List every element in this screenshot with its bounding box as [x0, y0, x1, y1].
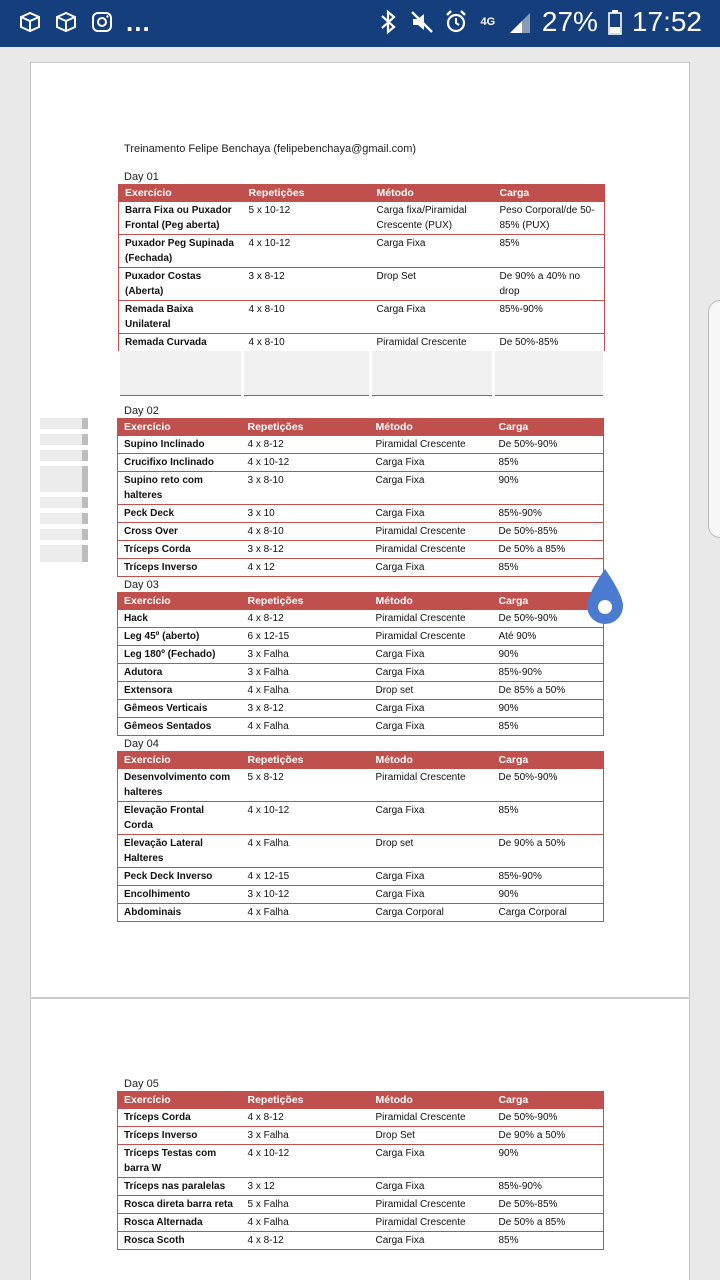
method-cell: Carga Fixa [375, 889, 425, 900]
reps-cell: 4 x 10-12 [247, 457, 290, 468]
day-label: Day 05 [124, 1078, 159, 1090]
reps-cell: 4 x Falha [247, 685, 289, 696]
table-header-row [118, 752, 604, 769]
exercise-cell: Peck Deck [124, 508, 175, 519]
mute-icon [410, 9, 434, 35]
method-cell: Piramidal Crescente [375, 1112, 466, 1123]
edge-panel-handle[interactable] [708, 300, 720, 538]
exercise-cell: Abdominais [124, 907, 182, 918]
reps-cell: 3 x Falha [247, 1130, 289, 1141]
day-label: Day 01 [124, 171, 159, 183]
day-04-block [117, 737, 603, 922]
load-cell: De 90% a 50% [498, 838, 566, 849]
load-cell: De 50%-90% [498, 1112, 558, 1123]
load-cell: 85% [498, 457, 519, 468]
method-cell: Drop set [375, 838, 414, 849]
table-row [118, 835, 604, 868]
reps-cell: 4 x 12 [247, 562, 275, 573]
load-cell: Carga Corporal [498, 907, 567, 918]
column-header: Exercício [118, 752, 242, 769]
network-type: 4G [480, 15, 496, 28]
load-cell: 85% [498, 721, 519, 732]
exercise-cell: Leg 45º (aberto) [124, 631, 200, 642]
exercise-cell: Tríceps nas paralelas [124, 1181, 226, 1192]
reps-cell: 5 x Falha [247, 1199, 289, 1210]
method-cell: Piramidal Crescente [375, 772, 466, 783]
method-cell: Carga Fixa [376, 304, 426, 315]
battery-percent: 27% [541, 6, 598, 37]
reps-cell: 3 x 8-12 [247, 703, 284, 714]
table-row [119, 268, 605, 301]
table-row [118, 886, 604, 904]
exercise-cell: Puxador Costas (Aberta) [125, 271, 202, 297]
column-header: Repetições [242, 593, 370, 610]
box-icon [18, 10, 42, 34]
exercise-cell: Remada Baixa Unilateral [125, 304, 194, 330]
system-icons [376, 6, 702, 38]
reps-cell: 3 x Falha [247, 649, 289, 660]
reps-cell: 4 x 8-12 [247, 613, 284, 624]
load-cell: 90% [498, 889, 519, 900]
exercise-cell: Hack [124, 613, 148, 624]
reps-cell: 3 x 8-12 [247, 544, 284, 555]
day-03-block [117, 578, 603, 736]
method-cell: Piramidal Crescente [375, 544, 466, 555]
table-row [118, 700, 604, 718]
exercise-cell: Gêmeos Sentados [124, 721, 212, 732]
table-row [118, 1145, 604, 1178]
table-row [118, 472, 604, 505]
reps-cell: 4 x Falha [247, 838, 289, 849]
load-cell: De 85% a 50% [498, 685, 566, 696]
load-cell: De 50%-85% [498, 526, 558, 537]
load-cell: 90% [498, 649, 519, 660]
reps-cell: 3 x Falha [247, 667, 289, 678]
table-header-row [118, 593, 604, 610]
table-row [118, 610, 604, 628]
method-cell: Drop Set [375, 1130, 415, 1141]
bluetooth-icon [376, 9, 400, 35]
reps-cell: 3 x 8-10 [247, 475, 284, 486]
battery-icon [608, 9, 622, 35]
workout-table [117, 1091, 604, 1250]
selection-handle-icon[interactable] [586, 568, 624, 626]
exercise-cell: Tríceps Testas com barra W [124, 1148, 217, 1174]
method-cell: Carga Fixa [375, 562, 425, 573]
load-cell: De 50%-90% [498, 772, 558, 783]
reps-cell: 4 x 8-12 [247, 1112, 284, 1123]
workout-table [117, 592, 604, 736]
blank-row [119, 351, 605, 395]
method-cell: Piramidal Crescente [375, 1217, 466, 1228]
reps-cell: 4 x 8-10 [247, 526, 284, 537]
table-row [118, 646, 604, 664]
load-cell: 85% [498, 562, 519, 573]
document-title: Treinamento Felipe Benchaya (felipebenchaya@gmail.com) [124, 143, 417, 155]
load-cell: De 50% a 85% [498, 1217, 566, 1228]
reps-cell: 3 x 10-12 [247, 889, 290, 900]
exercise-cell: Tríceps Corda [124, 1112, 191, 1123]
column-header: Carga [493, 752, 604, 769]
document-page-2 [30, 998, 690, 1280]
method-cell: Carga Fixa [375, 475, 425, 486]
blank-cell [494, 351, 605, 395]
day-label: Day 02 [124, 405, 159, 417]
table-row [118, 1109, 604, 1127]
reps-cell: 3 x 12 [247, 1181, 275, 1192]
method-cell: Carga Fixa [375, 667, 425, 678]
document-page-1 [30, 62, 690, 998]
column-header: Método [370, 752, 493, 769]
exercise-cell: Supino reto com halteres [124, 475, 203, 501]
selection-ghost [40, 513, 88, 524]
method-cell: Piramidal Crescente [376, 337, 467, 348]
column-header: Carga [493, 419, 604, 436]
reps-cell: 3 x 8-12 [248, 271, 285, 282]
clock: 17:52 [631, 6, 702, 37]
method-cell: Piramidal Crescente [375, 631, 466, 642]
day-label: Day 03 [124, 579, 159, 591]
column-header: Exercício [118, 593, 242, 610]
method-cell: Carga Fixa [375, 721, 425, 732]
method-cell: Carga Fixa [375, 649, 425, 660]
reps-cell: 4 x Falha [247, 721, 289, 732]
signal-icon [508, 9, 532, 35]
exercise-cell: Tríceps Corda [124, 544, 191, 555]
table-row [118, 682, 604, 700]
exercise-cell: Extensora [124, 685, 173, 696]
column-header: Método [371, 185, 494, 202]
exercise-cell: Elevação Frontal Corda [124, 805, 205, 831]
alarm-icon [444, 9, 468, 35]
table-row [118, 436, 604, 454]
method-cell: Carga Fixa [375, 508, 425, 519]
exercise-cell: Rosca Alternada [124, 1217, 203, 1228]
selection-ghost [40, 418, 88, 429]
column-header: Repetições [242, 1092, 370, 1109]
load-cell: 85%-90% [498, 667, 542, 678]
method-cell: Carga Fixa [375, 805, 425, 816]
load-cell: 85%-90% [498, 871, 542, 882]
load-cell: 85%-90% [499, 304, 543, 315]
selection-ghost [40, 434, 88, 445]
table-row [118, 769, 604, 802]
column-header: Carga [493, 593, 604, 610]
reps-cell: 6 x 12-15 [247, 631, 290, 642]
workout-table [117, 751, 604, 922]
load-cell: De 90% a 50% [498, 1130, 566, 1141]
blank-cell [243, 351, 371, 395]
workout-table [117, 184, 606, 396]
exercise-cell: Elevação Lateral Halteres [124, 838, 203, 864]
day-02-block [117, 404, 603, 577]
method-cell: Carga Fixa [375, 871, 425, 882]
column-header: Exercício [119, 185, 243, 202]
method-cell: Carga fixa/Piramidal Crescente (PUX) [376, 205, 467, 231]
exercise-cell: Tríceps Inverso [124, 1130, 198, 1141]
exercise-cell: Rosca direta barra reta [124, 1199, 233, 1210]
reps-cell: 3 x 10 [247, 508, 275, 519]
reps-cell: 4 x 8-12 [247, 439, 284, 450]
method-cell: Piramidal Crescente [375, 1199, 466, 1210]
column-header: Método [370, 419, 493, 436]
table-row [118, 1196, 604, 1214]
load-cell: 90% [498, 703, 519, 714]
day-01-block [117, 170, 603, 396]
table-row [118, 1127, 604, 1145]
load-cell: De 50%-90% [498, 439, 558, 450]
instagram-icon [90, 10, 114, 34]
column-header: Carga [493, 1092, 604, 1109]
method-cell: Piramidal Crescente [375, 439, 466, 450]
table-row [119, 334, 605, 352]
selection-ghost [40, 466, 88, 492]
load-cell: Peso Corporal/de 50-85% (PUX) [499, 205, 595, 231]
table-row [118, 664, 604, 682]
exercise-cell: Remada Curvada [125, 337, 207, 348]
load-cell: 90% [498, 475, 519, 486]
column-header: Exercício [118, 1092, 242, 1109]
load-cell: De 90% a 40% no drop [499, 271, 581, 297]
load-cell: 85% [498, 1235, 519, 1246]
table-row [118, 505, 604, 523]
method-cell: Carga Fixa [375, 1148, 425, 1159]
exercise-cell: Desenvolvimento com halteres [124, 772, 231, 798]
status-bar [0, 0, 720, 47]
box-icon [54, 10, 78, 34]
method-cell: Carga Fixa [375, 457, 425, 468]
table-row [118, 1178, 604, 1196]
selection-ghost [40, 545, 88, 562]
exercise-cell: Barra Fixa ou Puxador Frontal (Peg aberta) [125, 205, 232, 231]
reps-cell: 4 x 8-10 [248, 337, 285, 348]
load-cell: De 50%-90% [498, 613, 558, 624]
selection-ghost [40, 450, 88, 461]
load-cell: 85% [498, 805, 519, 816]
table-header-row [118, 1092, 604, 1109]
load-cell: 90% [498, 1148, 519, 1159]
exercise-cell: Leg 180º (Fechado) [124, 649, 216, 660]
table-row [118, 802, 604, 835]
table-row [118, 541, 604, 559]
more-notifications: ... [126, 7, 151, 37]
load-cell: De 50% a 85% [498, 544, 566, 555]
load-cell: De 50%-85% [498, 1199, 558, 1210]
table-row [119, 301, 605, 334]
table-header-row [119, 185, 605, 202]
table-header-row [118, 419, 604, 436]
exercise-cell: Puxador Peg Supinada (Fechada) [125, 238, 234, 264]
table-row [118, 868, 604, 886]
table-row [118, 718, 604, 736]
exercise-cell: Crucifixo Inclinado [124, 457, 215, 468]
exercise-cell: Adutora [124, 667, 163, 678]
reps-cell: 5 x 10-12 [248, 205, 291, 216]
table-row [118, 454, 604, 472]
method-cell: Piramidal Crescente [375, 526, 466, 537]
exercise-cell: Tríceps Inverso [124, 562, 198, 573]
column-header: Repetições [243, 185, 371, 202]
day-label: Day 04 [124, 738, 159, 750]
exercise-cell: Peck Deck Inverso [124, 871, 213, 882]
column-header: Repetições [242, 419, 370, 436]
exercise-cell: Gêmeos Verticais [124, 703, 208, 714]
column-header: Carga [494, 185, 605, 202]
load-cell: De 50%-85% [499, 337, 559, 348]
workout-table [117, 418, 604, 577]
blank-cell [371, 351, 494, 395]
day-05-block [117, 1077, 603, 1250]
method-cell: Carga Fixa [375, 1181, 425, 1192]
method-cell: Carga Fixa [375, 1235, 425, 1246]
reps-cell: 4 x 8-10 [248, 304, 285, 315]
load-cell: 85%-90% [498, 1181, 542, 1192]
load-cell: 85%-90% [498, 508, 542, 519]
column-header: Método [370, 593, 493, 610]
table-row [119, 202, 605, 235]
selection-ghost [40, 497, 88, 508]
exercise-cell: Rosca Scoth [124, 1235, 185, 1246]
table-row [119, 235, 605, 268]
method-cell: Piramidal Crescente [375, 613, 466, 624]
exercise-cell: Cross Over [124, 526, 178, 537]
method-cell: Carga Fixa [375, 703, 425, 714]
method-cell: Carga Fixa [376, 238, 426, 249]
blank-cell [119, 351, 243, 395]
method-cell: Drop Set [376, 271, 416, 282]
column-header: Repetições [242, 752, 370, 769]
method-cell: Carga Corporal [375, 907, 444, 918]
column-header: Exercício [118, 419, 242, 436]
table-row [118, 1214, 604, 1232]
exercise-cell: Supino Inclinado [124, 439, 205, 450]
reps-cell: 4 x Falha [247, 907, 289, 918]
table-row [118, 628, 604, 646]
notification-icons [18, 7, 151, 37]
load-cell: 85% [499, 238, 520, 249]
reps-cell: 4 x 10-12 [248, 238, 291, 249]
reps-cell: 4 x Falha [247, 1217, 289, 1228]
table-row [118, 1232, 604, 1250]
reps-cell: 4 x 12-15 [247, 871, 290, 882]
reps-cell: 4 x 8-12 [247, 1235, 284, 1246]
exercise-cell: Encolhimento [124, 889, 191, 900]
reps-cell: 4 x 10-12 [247, 1148, 290, 1159]
column-header: Método [370, 1092, 493, 1109]
method-cell: Drop set [375, 685, 414, 696]
selection-ghost [40, 529, 88, 540]
reps-cell: 5 x 8-12 [247, 772, 284, 783]
table-row [118, 904, 604, 922]
table-row [118, 559, 604, 577]
load-cell: Até 90% [498, 631, 537, 642]
table-row [118, 523, 604, 541]
reps-cell: 4 x 10-12 [247, 805, 290, 816]
